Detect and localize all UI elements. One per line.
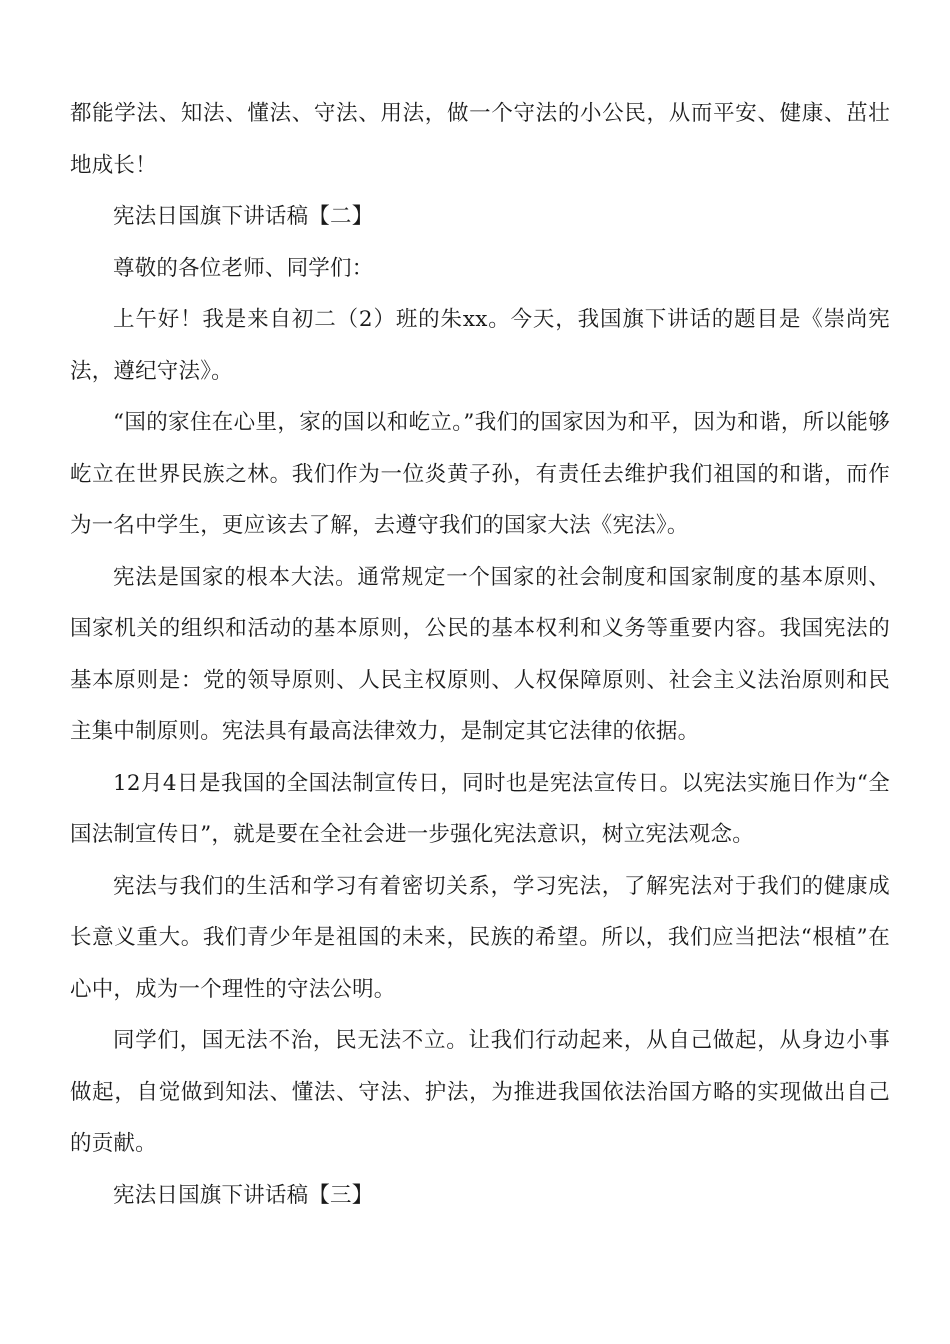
paragraph-greeting: 上午好！我是来自初二（2）班的朱xx。今天，我国旗下讲话的题目是《崇尚宪法，遵纪守法》。 — [70, 307, 890, 384]
section-heading-three: 宪法日国旗下讲话稿【三】 — [113, 1182, 374, 1208]
paragraph-life-study: 宪法与我们的生活和学习有着密切关系，学习宪法，了解宪法对于我们的健康成长意义重大。我们青少年是祖国的未来，民族的希望。所以，我们应当把法“根植”在心中，成为一个理性的守法公明。 — [70, 873, 890, 1002]
paragraph-constitution: 宪法是国家的根本大法。通常规定一个国家的社会制度和国家制度的基本原则、国家机关的组织和活动的基本原则，公民的基本权利和义务等重要内容。我国宪法的基本原则是：党的领导原则、人民主权原则、人权保障原则、社会主义法治原则和民主集中制原则。宪法具有最高法律效力，是制定其它法律的依据。 — [70, 564, 890, 744]
paragraph-continuation: 都能学法、知法、懂法、守法、用法，做一个守法的小公民，从而平安、健康、茁壮地成长！ — [70, 101, 890, 178]
paragraph-dec-4: 12月4日是我国的全国法制宣传日，同时也是宪法宣传日。以宪法实施日作为“全国法制宣传日”，就是要在全社会进一步强化宪法意识，树立宪法观念。 — [70, 770, 890, 847]
section-heading-two: 宪法日国旗下讲话稿【二】 — [113, 204, 374, 229]
document-page — [70, 88, 890, 1221]
paragraph-quote: “国的家住在心里，家的国以和屹立。”我们的国家因为和平，因为和谐，所以能够屹立在世界民族之林。我们作为一位炎黄子孙，有责任去维护我们祖国的和谐，而作为一名中学生，更应该去了解，去遵守我们的国家大法《宪法》。 — [70, 410, 890, 538]
paragraph-call-to-action: 同学们，国无法不治，民无法不立。让我们行动起来，从自己做起，从身边小事做起，自觉做到知法、懂法、守法、护法，为推进我国依法治国方略的实现做出自己的贡献。 — [70, 1028, 890, 1156]
salutation: 尊敬的各位老师、同学们： — [113, 255, 374, 281]
